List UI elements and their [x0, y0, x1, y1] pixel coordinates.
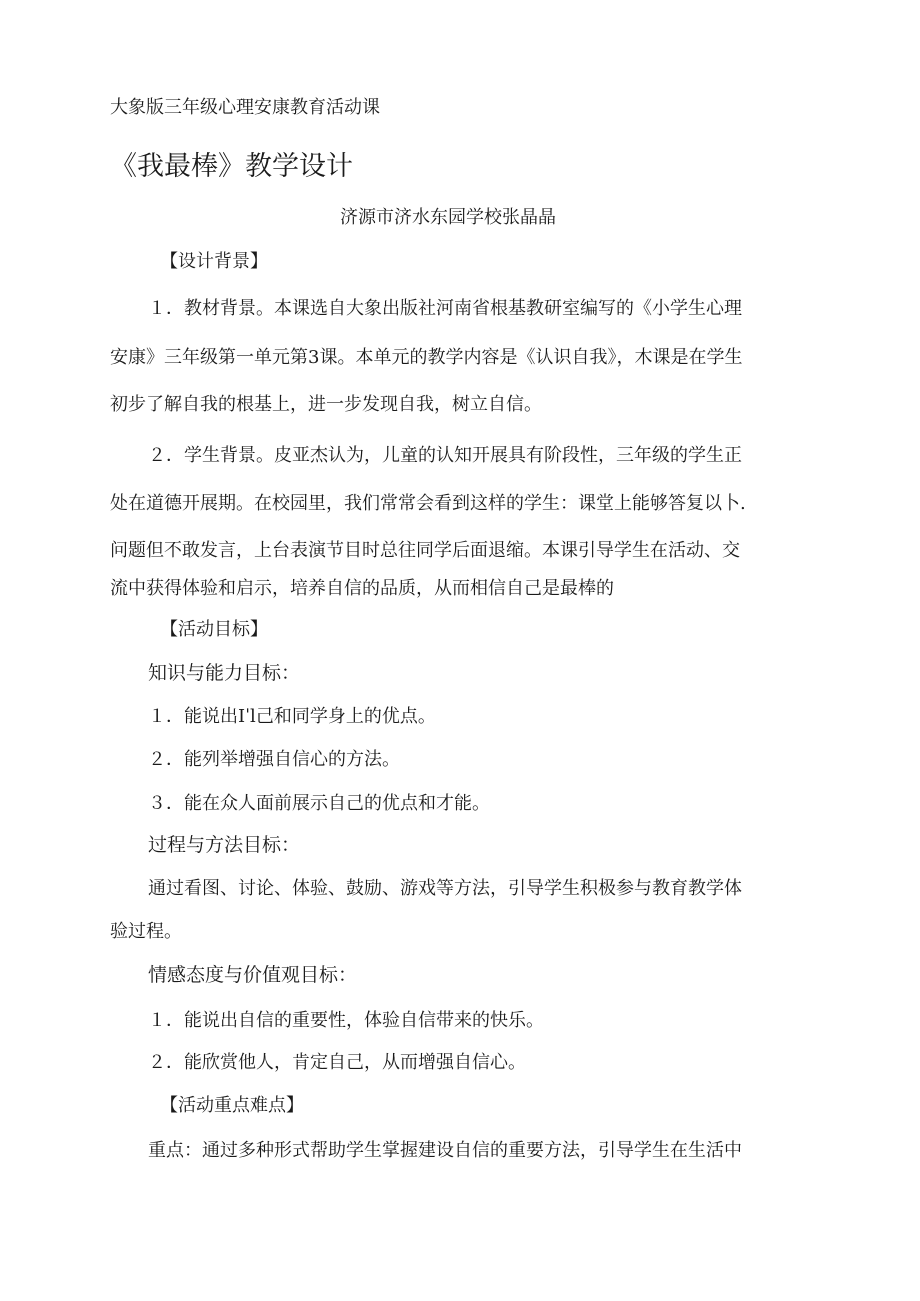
paragraph-line: ２．学生背景。皮亚杰认为，儿童的认知开展具有阶段性，三年级的学生正	[148, 445, 742, 466]
page-title: 《我最棒》教学设计	[110, 151, 353, 182]
activity-goals-heading: 【活动目标】	[160, 619, 268, 640]
paragraph-line: 验过程。	[110, 921, 182, 942]
series-line: 大象版三年级心理安康教育活动课	[110, 97, 380, 118]
key-points-heading: 【活动重点难点】	[160, 1095, 304, 1116]
list-item: １．能说出自信的重要性，体验自信带来的快乐。	[148, 1010, 544, 1031]
paragraph-line: 问题但不敢发言，上台表演节目时总往同学后面退缩。本课引导学生在活动、交	[110, 540, 740, 561]
paragraph-line: 处在道德开展期。在校园里，我们常常会看到这样的学生：课堂上能够答复以卜.	[110, 493, 746, 514]
paragraph-line: 初步了解自我的根基上，进一步发现自我，树立自信。	[110, 394, 542, 415]
paragraph-line: 通过看图、讨论、体验、鼓励、游戏等方法，引导学生积极参与教育教学体	[148, 878, 742, 899]
emotion-goals-heading: 情感态度与价值观目标：	[148, 964, 358, 986]
paragraph-line: 重点：通过多种形式帮助学生掌握建设自信的重要方法，引导学生在生活中	[148, 1140, 742, 1161]
list-item: ３．能在众人面前展示自己的优点和才能。	[148, 793, 490, 814]
design-background-heading: 【设计背景】	[160, 251, 268, 272]
list-item: １．能说出Iˈl己和同学身上的优点。	[148, 706, 436, 727]
process-goals-heading: 过程与方法目标：	[148, 834, 301, 856]
paragraph-line: １．教材背景。本课选自大象出版社河南省根基教研室编写的《小学生心理	[148, 298, 742, 319]
knowledge-goals-heading: 知识与能力目标：	[148, 662, 301, 684]
paragraph-line: 安康》三年级第一单元第3课。本单元的教学内容是《认识自我》，木课是在学生	[110, 347, 743, 368]
list-item: ２．能列举增强自信心的方法。	[148, 749, 400, 770]
list-item: ２．能欣赏他人，肯定自己，从而增强自信心。	[148, 1052, 526, 1073]
paragraph-line: 流中获得体验和启示，培养自信的品质，从而相信自己是最棒的	[110, 578, 614, 599]
author-line: 济源市济水东园学校张晶晶	[340, 207, 556, 228]
